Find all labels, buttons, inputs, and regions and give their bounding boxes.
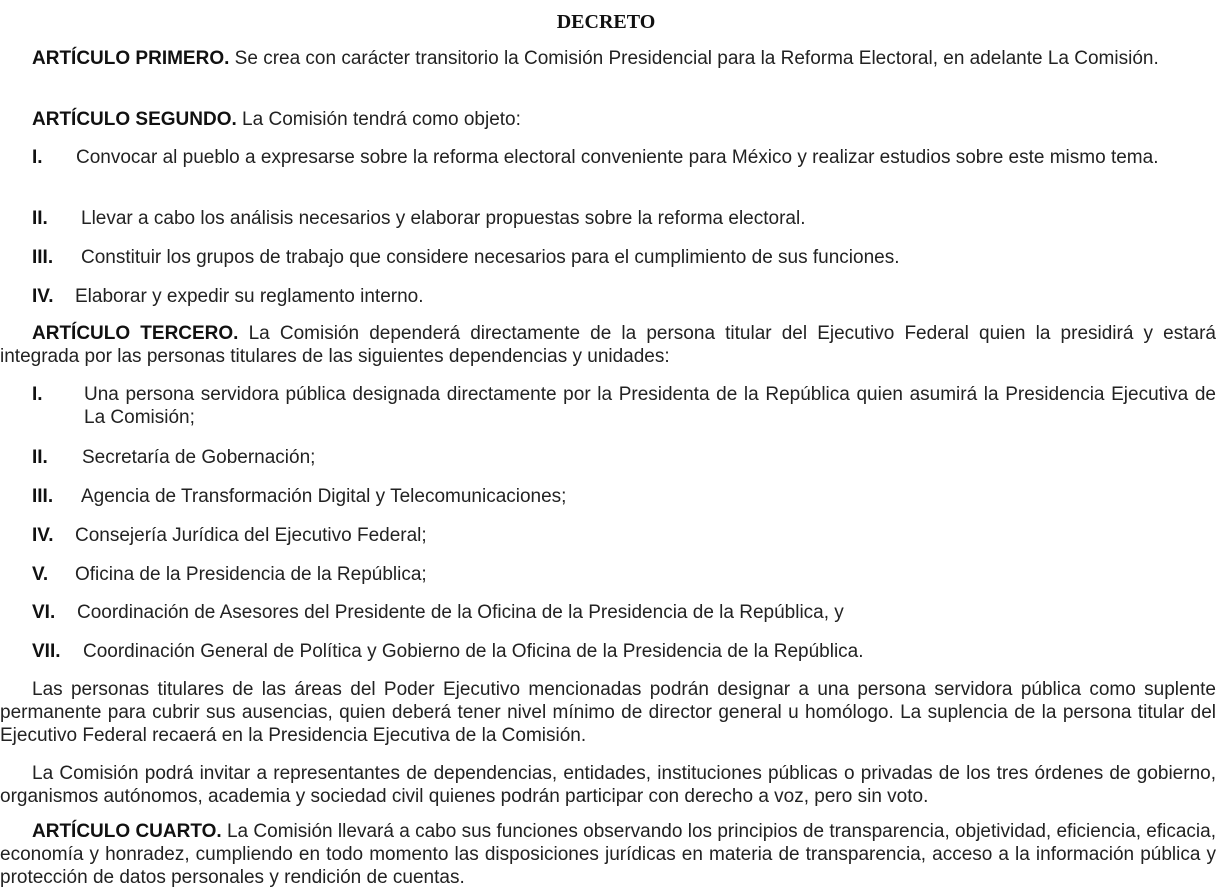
item-text: Consejería Jurídica del Ejecutivo Federal; bbox=[75, 525, 427, 546]
item-text bbox=[32, 146, 1216, 169]
article-2-item-2 bbox=[32, 207, 1216, 230]
item-text: Llevar a cabo los análisis necesarios y elaborar propuestas sobre la reforma electoral. bbox=[81, 208, 806, 229]
article-2-paragraph bbox=[0, 108, 1216, 131]
item-number: II. bbox=[32, 447, 48, 468]
item-number: III. bbox=[32, 486, 54, 507]
invitados-paragraph: La Comisión podrá invitar a representantes de dependencias, entidades, instituciones públicas o privadas de los tres órdenes de gobierno, organismos autónomos, academia y sociedad civil quienes podrán participar con derecho a voz, pero sin voto. bbox=[0, 763, 1216, 807]
item-text: Oficina de la Presidencia de la República; bbox=[75, 564, 427, 585]
article-2-item-1 bbox=[32, 146, 1216, 169]
article-2-label: ARTÍCULO SEGUNDO. bbox=[32, 109, 237, 130]
item-text-content: Convocar al pueblo a expresarse sobre la reforma electoral conveniente para México y realizar estudios sobre este mismo tema. bbox=[76, 147, 1159, 168]
item-number: I. bbox=[32, 147, 43, 168]
item-number: II. bbox=[32, 208, 48, 229]
article-2-text: La Comisión tendrá como objeto: bbox=[236, 109, 521, 130]
article-3-label: ARTÍCULO TERCERO. bbox=[32, 323, 239, 344]
document-title: DECRETO bbox=[556, 11, 656, 33]
article-2-item-4 bbox=[32, 285, 1216, 308]
article-3-item-5 bbox=[32, 563, 1216, 586]
item-number: IV. bbox=[32, 525, 54, 546]
item-number: VI. bbox=[32, 602, 56, 623]
item-text: Secretaría de Gobernación; bbox=[82, 447, 316, 468]
article-3-item-1 bbox=[32, 383, 1216, 429]
item-number: V. bbox=[32, 564, 49, 585]
article-1-paragraph bbox=[0, 47, 1216, 70]
article-1-text: Se crea con carácter transitorio la Comisión Presidencial para la Reforma Electoral, en adelante La Comisión. bbox=[229, 48, 1159, 69]
article-2-item-3 bbox=[32, 246, 1216, 269]
article-4-label: ARTÍCULO CUARTO. bbox=[32, 821, 222, 842]
item-text: Una persona servidora pública designada directamente por la Presidenta de la República quien asumirá la Presidencia Ejecutiva de La Comisión; bbox=[84, 384, 1216, 428]
article-3-item-3 bbox=[32, 485, 1216, 508]
article-3-item-2 bbox=[32, 446, 1216, 469]
article-3-text: La Comisión dependerá directamente de la persona titular del Ejecutivo Federal quien la presidirá y estará integrada por las personas titulares de las siguientes dependencias y unidades: bbox=[0, 323, 1216, 367]
article-4-paragraph bbox=[0, 820, 1216, 889]
article-3-item-7 bbox=[32, 640, 1216, 663]
item-text: Agencia de Transformación Digital y Telecomunicaciones; bbox=[81, 486, 567, 507]
article-1-label: ARTÍCULO PRIMERO. bbox=[32, 48, 230, 69]
item-number: III. bbox=[32, 247, 54, 268]
article-4-text: La Comisión llevará a cabo sus funciones observando los principios de transparencia, objetividad, eficiencia, eficacia, economía y honradez, cumpliendo en todo momento las disposiciones jurídicas en materia de transparencia, acceso a la información pública y protección de datos personales y rendición de cuentas. bbox=[0, 821, 1216, 888]
item-number: IV. bbox=[32, 286, 54, 307]
item-number: VII. bbox=[32, 641, 61, 662]
article-3-item-4 bbox=[32, 524, 1216, 547]
article-3-paragraph bbox=[0, 322, 1216, 368]
article-3-item-6 bbox=[32, 601, 1216, 624]
item-text: Constituir los grupos de trabajo que considere necesarios para el cumplimiento de sus funciones. bbox=[81, 247, 900, 268]
item-text: Coordinación General de Política y Gobierno de la Oficina de la Presidencia de la República. bbox=[83, 641, 864, 662]
item-text: Coordinación de Asesores del Presidente de la Oficina de la Presidencia de la República, y bbox=[77, 602, 844, 623]
suplentes-paragraph: Las personas titulares de las áreas del Poder Ejecutivo mencionadas podrán designar a una persona servidora pública como suplente permanente para cubrir sus ausencias, quien deberá tener nivel mínimo de director general u homólogo. La suplencia de la persona titular del Ejecutivo Federal recaerá en la Presidencia Ejecutiva de la Comisión. bbox=[0, 679, 1216, 746]
item-text: Elaborar y expedir su reglamento interno. bbox=[75, 286, 424, 307]
item-number: I. bbox=[32, 384, 43, 405]
